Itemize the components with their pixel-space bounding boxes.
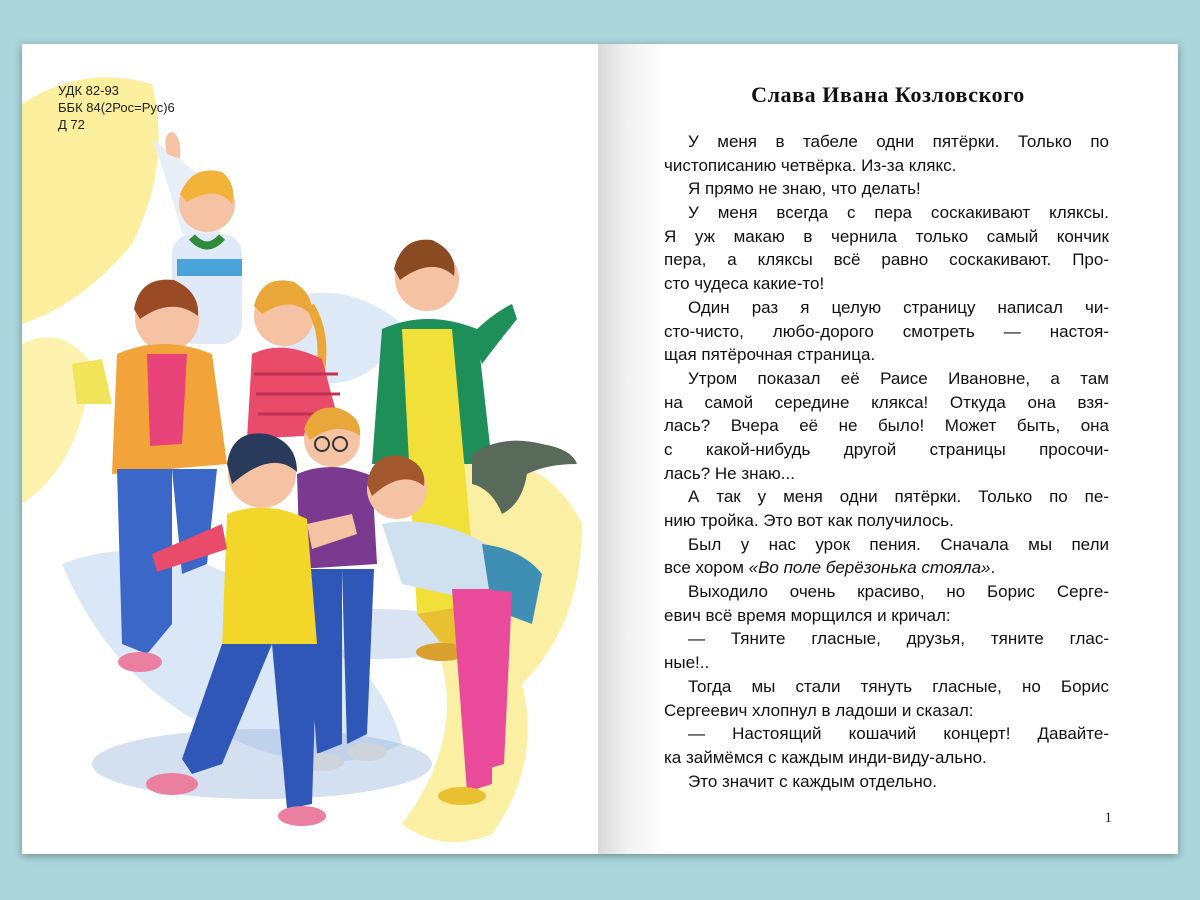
- story-line: [664, 177, 1109, 201]
- story-line: [664, 746, 1109, 770]
- story-line-text: на самой середине клякса! Откуда она взя-: [664, 392, 1109, 412]
- story-line: [664, 248, 1109, 272]
- story-line: [664, 414, 1109, 438]
- story-line: [664, 627, 1109, 651]
- story-line: [664, 509, 1109, 533]
- song-title: «Во поле берёзонька стояла»: [748, 558, 991, 578]
- story-line: [664, 770, 1109, 794]
- left-page: [22, 44, 598, 854]
- story-line-text: евич всё время морщился и кричал:: [664, 605, 951, 625]
- story-line: [664, 604, 1109, 628]
- story-line: [664, 296, 1109, 320]
- story-line: [664, 154, 1109, 178]
- story-line-text: А так у меня одни пятёрки. Только по пе-: [688, 487, 1109, 507]
- story-line: [664, 722, 1109, 746]
- story-line-text: лась? Не знаю...: [664, 463, 795, 483]
- story-line: [664, 367, 1109, 391]
- story-line-text: чистописанию четвёрка. Из-за клякс.: [664, 155, 957, 175]
- book-spread: [22, 44, 1178, 854]
- story-line-text: ка займёмся с каждым инди-виду-ально.: [664, 747, 987, 767]
- story-line-text: все хором: [664, 558, 749, 578]
- story-line-text: Один раз я целую страницу написал чи-: [688, 297, 1109, 317]
- imprint-codes: [58, 82, 175, 133]
- story-line-text: Я прямо не знаю, что делать!: [688, 179, 921, 199]
- story-line-text: с какой-нибудь другой страницы просочи-: [664, 439, 1109, 459]
- right-page: [598, 44, 1178, 854]
- bbk-code: ББК 84(2Рос=Рус)6: [58, 100, 175, 115]
- story-line: [664, 580, 1109, 604]
- story-line: [664, 438, 1109, 462]
- story-line: [664, 675, 1109, 699]
- story-line: [664, 462, 1109, 486]
- story-line: [664, 201, 1109, 225]
- story-line: [664, 699, 1109, 723]
- story-line-text: Это значит с каждым отдельно.: [688, 771, 937, 791]
- story-line-text: ные!..: [664, 653, 710, 673]
- story-line: [664, 651, 1109, 675]
- story-line-text: нию тройка. Это вот как получилось.: [664, 511, 954, 530]
- story-line-text: Сергеевич хлопнул в ладоши и сказал:: [664, 700, 974, 720]
- story-line-text: Утром показал её Раисе Ивановне, а там: [688, 368, 1109, 388]
- story-line: [664, 272, 1109, 296]
- story-line-text: Я уж макаю в чернила только самый кончик: [664, 226, 1109, 246]
- story-line: [664, 533, 1109, 557]
- story-line: [664, 556, 1109, 580]
- story-line-text: лась? Вчера её не было! Может быть, она: [664, 416, 1109, 436]
- story-line: [664, 391, 1109, 415]
- story-line-text: У меня всегда с пера соскакивают кляксы.: [688, 203, 1109, 223]
- story-title: Слава Ивана Козловского: [751, 82, 1025, 107]
- story-line-punctuation: .: [990, 558, 996, 578]
- story-line: [664, 485, 1109, 509]
- story-line-text: — Тяните гласные, друзья, тяните глас-: [688, 629, 1109, 649]
- story-line-text: У меня в табеле одни пятёрки. Только по: [688, 132, 1109, 151]
- story-line: [664, 320, 1109, 344]
- story-line-text: Тогда мы стали тянуть гласные, но Борис: [688, 676, 1109, 696]
- story-line: [664, 225, 1109, 249]
- story-line-text: сто-чисто, любо-дорого смотреть — настоя-: [664, 321, 1109, 341]
- page-number: 1: [1104, 810, 1112, 826]
- author-code: Д 72: [58, 117, 85, 132]
- children-illustration: [22, 44, 598, 854]
- story-line-text: щая пятёрочная страница.: [664, 345, 876, 365]
- story-line-text: сто чудеса какие-то!: [664, 274, 825, 294]
- story-line-text: — Настоящий кошачий концерт! Давайте-: [688, 724, 1109, 744]
- story-line-text: Был у нас урок пения. Сначала мы пели: [688, 534, 1109, 554]
- story-text: [664, 130, 1109, 793]
- story-line: [664, 343, 1109, 367]
- story-line: [664, 130, 1109, 154]
- story-line-text: Выходило очень красиво, но Борис Серге-: [688, 582, 1109, 602]
- story-line-text: пера, а кляксы всё равно соскакивают. Про-: [664, 250, 1109, 270]
- udk-code: УДК 82-93: [58, 83, 119, 98]
